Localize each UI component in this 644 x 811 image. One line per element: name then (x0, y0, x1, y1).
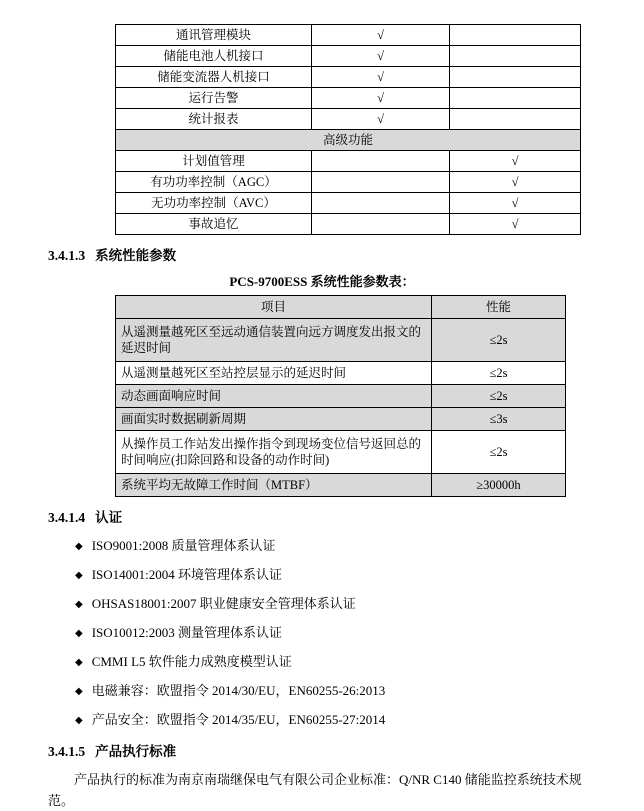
empty-cell (450, 46, 581, 67)
cert-text: ISO14001:2004 环境管理体系认证 (91, 567, 283, 582)
section-title: 认证 (95, 510, 123, 525)
diamond-bullet-icon: ◆ (75, 686, 83, 697)
feature-label: 无功功率控制（AVC） (116, 193, 312, 214)
empty-cell (312, 193, 450, 214)
empty-cell (312, 214, 450, 235)
table-row (116, 25, 581, 46)
cert-text: ISO10012:2003 测量管理体系认证 (91, 625, 283, 640)
perf-value: ≤3s (432, 408, 566, 431)
checkmark-cell: √ (312, 88, 450, 109)
feature-table (115, 24, 581, 235)
feature-label: 储能变流器人机接口 (116, 67, 312, 88)
table-row (116, 193, 581, 214)
checkmark-cell: √ (450, 214, 581, 235)
list-item (75, 537, 596, 556)
perf-item: 系统平均无故障工作时间（MTBF） (116, 474, 432, 497)
table-row (116, 474, 566, 497)
perf-item: 画面实时数据刷新周期 (116, 408, 432, 431)
table-row (116, 109, 581, 130)
column-header-item: 项目 (116, 296, 432, 319)
section-number: 3.4.1.5 (48, 744, 86, 759)
feature-label: 有功功率控制（AGC） (116, 172, 312, 193)
feature-label: 计划值管理 (116, 151, 312, 172)
section-header-row (116, 130, 581, 151)
table-row (116, 214, 581, 235)
table-row (116, 385, 566, 408)
section-title: 系统性能参数 (95, 248, 177, 263)
section-number: 3.4.1.3 (48, 248, 86, 263)
empty-cell (450, 88, 581, 109)
list-item (75, 682, 596, 701)
empty-cell (450, 67, 581, 88)
diamond-bullet-icon: ◆ (75, 570, 83, 581)
diamond-bullet-icon: ◆ (75, 657, 83, 668)
empty-cell (312, 151, 450, 172)
performance-table-title: PCS-9700ESS 系统性能参数表： (229, 274, 415, 289)
section-heading-3-4-1-5 (48, 740, 596, 760)
checkmark-cell: √ (312, 25, 450, 46)
perf-item: 从遥测量越死区至远动通信装置向远方调度发出报文的延迟时间 (116, 319, 432, 362)
standard-paragraph: 产品执行的标准为南京南瑞继保电气有限公司企业标准：Q/NR C140 储能监控系统技术规范。 (48, 772, 582, 808)
cert-text: 电磁兼容：欧盟指令 2014/30/EU，EN60255-26:2013 (91, 683, 386, 698)
table-row (116, 151, 581, 172)
header-row (116, 296, 566, 319)
table-row (116, 431, 566, 474)
list-item (75, 566, 596, 585)
table-row (116, 67, 581, 88)
checkmark-cell: √ (450, 193, 581, 214)
checkmark-cell: √ (312, 67, 450, 88)
diamond-bullet-icon: ◆ (75, 541, 83, 552)
certification-list (48, 537, 596, 730)
perf-item: 从遥测量越死区至站控层显示的延迟时间 (116, 362, 432, 385)
section-header-cell: 高级功能 (116, 130, 581, 151)
section-number: 3.4.1.4 (48, 510, 86, 525)
feature-label: 运行告警 (116, 88, 312, 109)
cert-text: ISO9001:2008 质量管理体系认证 (91, 538, 276, 553)
cert-text: CMMI L5 软件能力成熟度模型认证 (91, 654, 292, 669)
diamond-bullet-icon: ◆ (75, 628, 83, 639)
perf-item: 从操作员工作站发出操作指令到现场变位信号返回总的时间响应(扣除回路和设备的动作时间) (116, 431, 432, 474)
cert-text: OHSAS18001:2007 职业健康安全管理体系认证 (91, 596, 356, 611)
empty-cell (450, 109, 581, 130)
list-item (75, 595, 596, 614)
table-row (116, 319, 566, 362)
empty-cell (312, 172, 450, 193)
feature-label: 通讯管理模块 (116, 25, 312, 46)
perf-value: ≤2s (432, 362, 566, 385)
perf-value: ≤2s (432, 431, 566, 474)
checkmark-cell: √ (450, 151, 581, 172)
perf-value: ≤2s (432, 319, 566, 362)
performance-table (115, 295, 566, 497)
table-row (116, 362, 566, 385)
checkmark-cell: √ (312, 109, 450, 130)
table-row (116, 172, 581, 193)
list-item (75, 624, 596, 643)
perf-value: ≥30000h (432, 474, 566, 497)
list-item (75, 653, 596, 672)
section-title: 产品执行标准 (95, 744, 177, 759)
column-header-value: 性能 (432, 296, 566, 319)
feature-label: 统计报表 (116, 109, 312, 130)
table-row (116, 408, 566, 431)
empty-cell (450, 25, 581, 46)
perf-item: 动态画面响应时间 (116, 385, 432, 408)
diamond-bullet-icon: ◆ (75, 599, 83, 610)
table-row (116, 46, 581, 67)
checkmark-cell: √ (312, 46, 450, 67)
perf-value: ≤2s (432, 385, 566, 408)
diamond-bullet-icon: ◆ (75, 715, 83, 726)
checkmark-cell: √ (450, 172, 581, 193)
section-heading-3-4-1-3 (48, 244, 596, 264)
list-item (75, 711, 596, 730)
table-row (116, 88, 581, 109)
feature-label: 事故追忆 (116, 214, 312, 235)
feature-label: 储能电池人机接口 (116, 46, 312, 67)
cert-text: 产品安全：欧盟指令 2014/35/EU，EN60255-27:2014 (91, 712, 386, 727)
section-heading-3-4-1-4 (48, 506, 596, 526)
